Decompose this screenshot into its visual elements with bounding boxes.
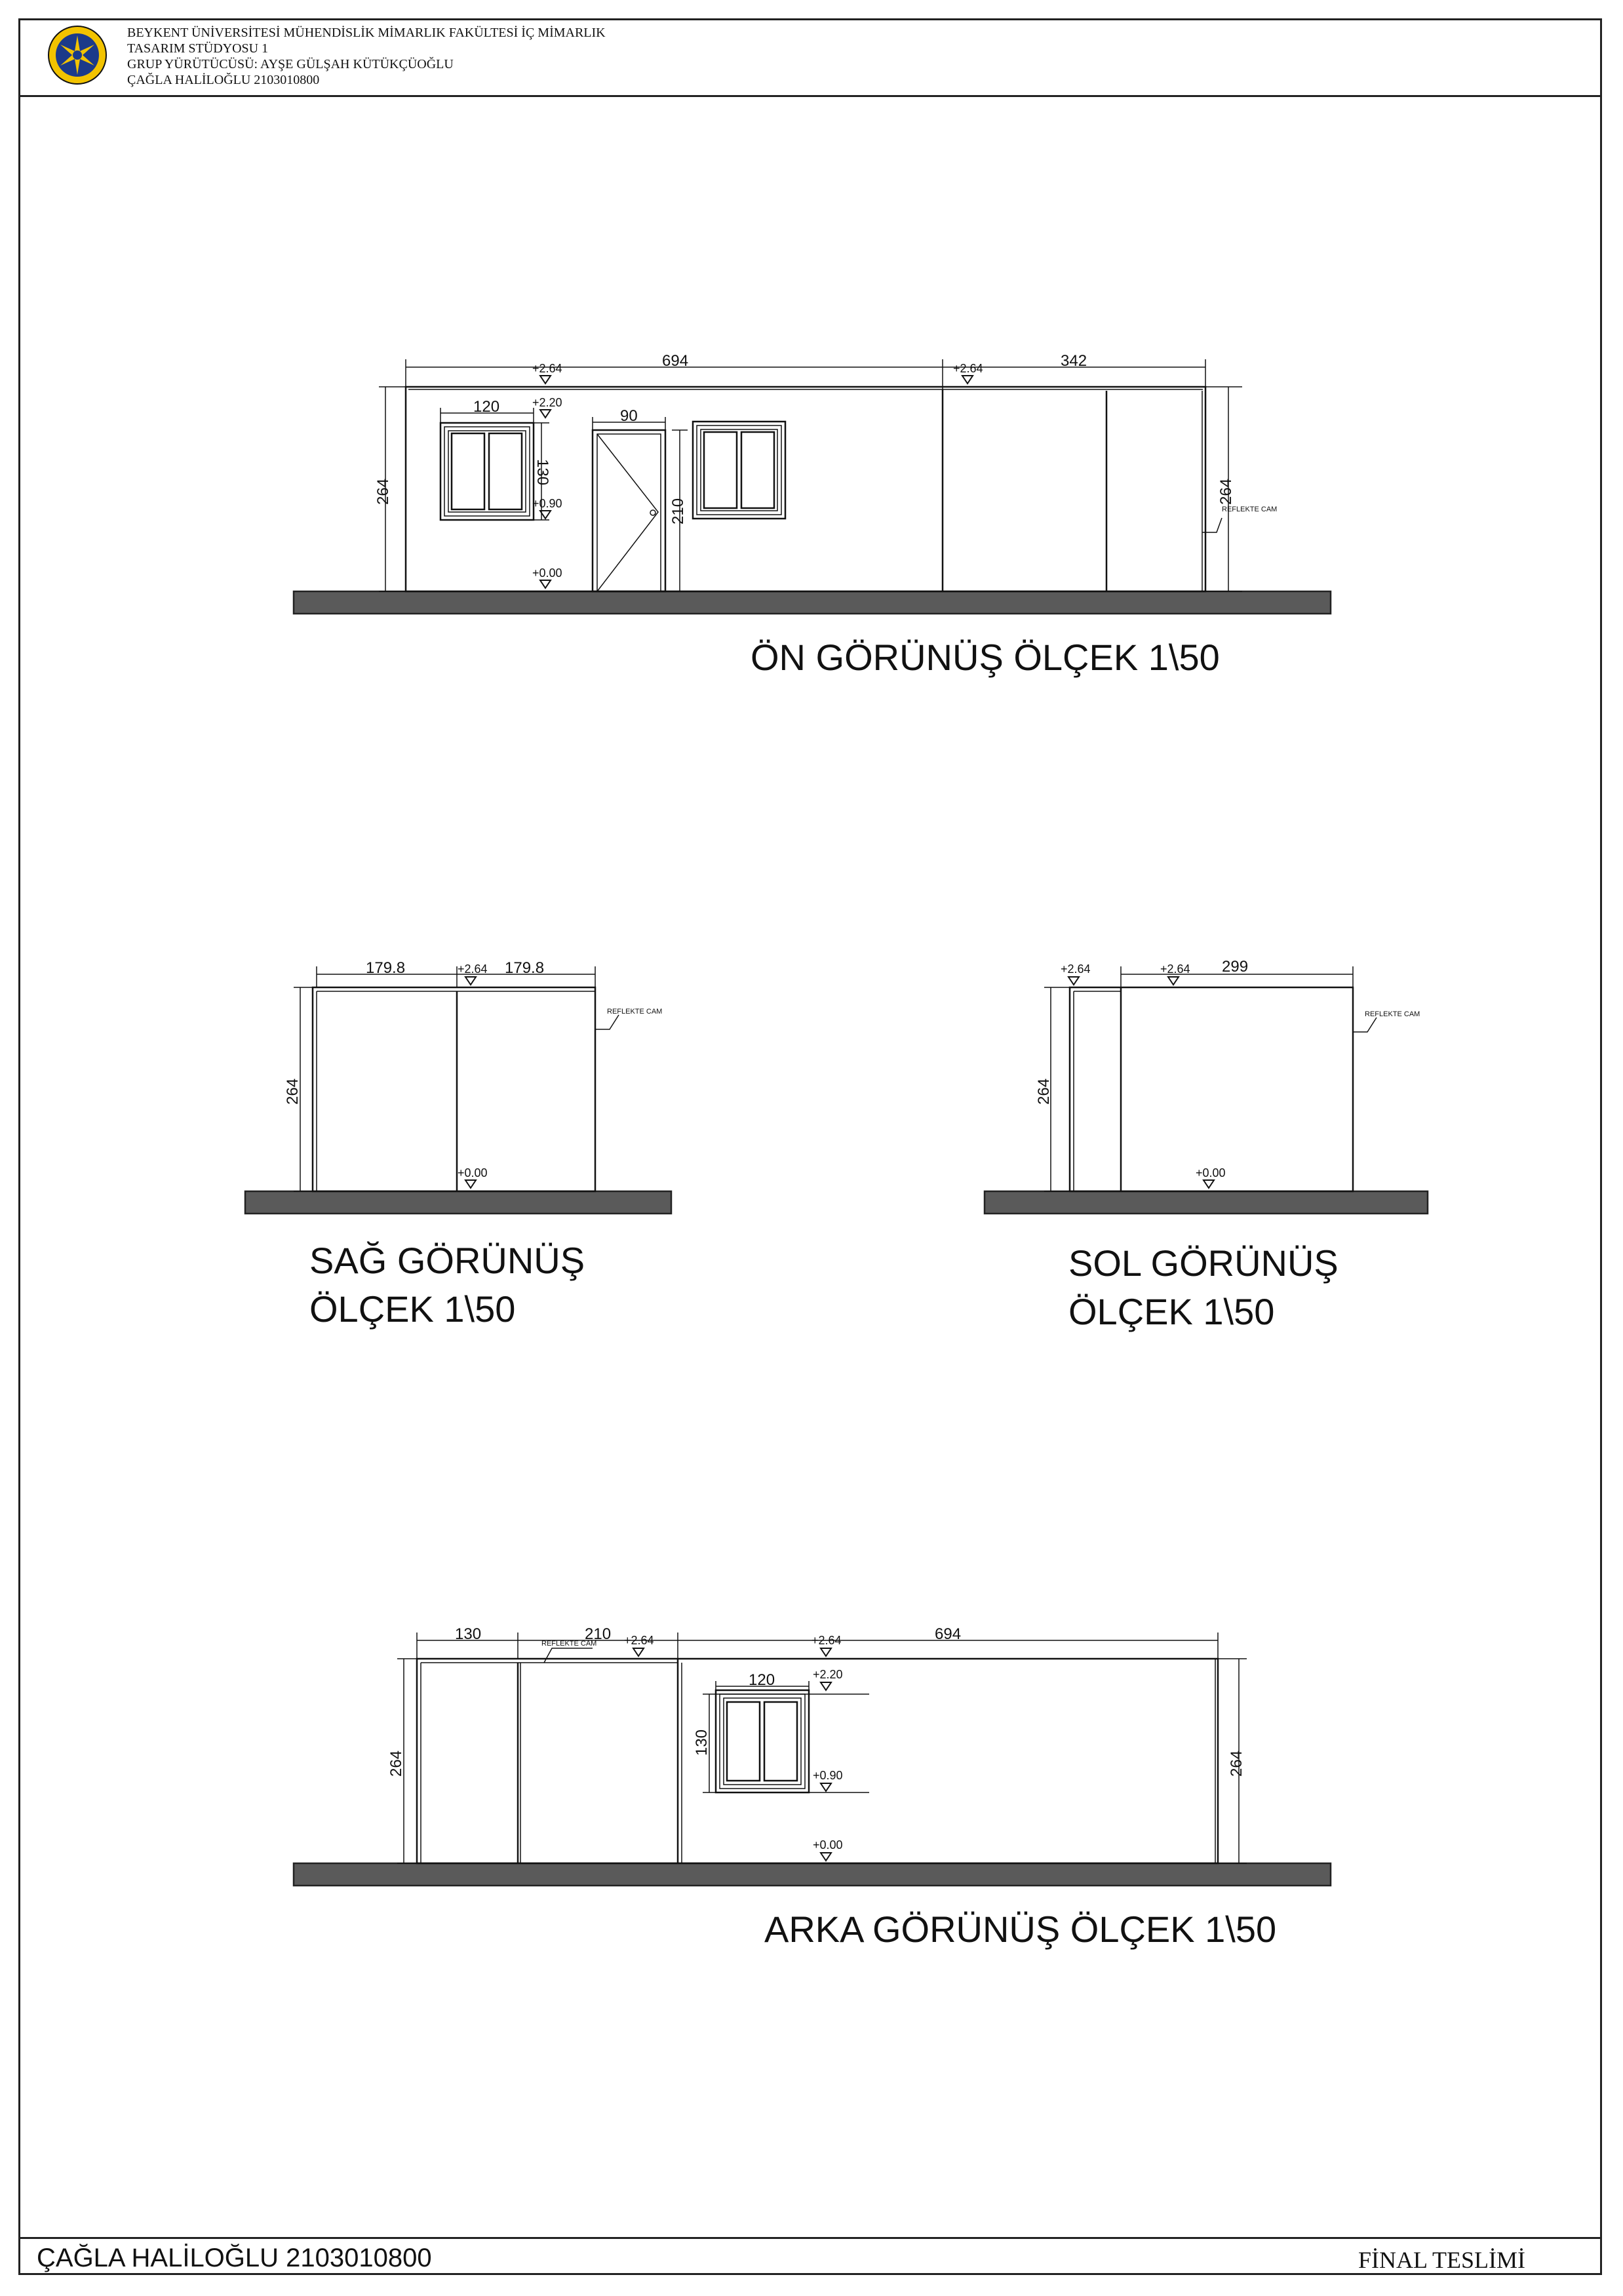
- rear-level-ground: +0.00: [813, 1838, 843, 1851]
- rear-level-sill-top: +2.20: [813, 1668, 843, 1681]
- rear-level-top-1: +2.64: [624, 1634, 654, 1647]
- header-course: TASARIM STÜDYOSU 1: [127, 41, 269, 56]
- front-dim-total: 694: [662, 352, 689, 370]
- right-dim-left: 179.8: [366, 959, 406, 977]
- rear-dim-total: 694: [935, 1625, 962, 1643]
- footer-submission-status: FİNAL TESLİMİ: [1358, 2247, 1525, 2273]
- front-dim-door-h: 210: [669, 498, 687, 525]
- front-dim-right: 342: [1061, 352, 1087, 370]
- front-note-glass: REFLEKTE CAM: [1222, 505, 1278, 513]
- left-level-top-1: +2.64: [1061, 962, 1091, 976]
- left-level-ground: +0.00: [1196, 1166, 1226, 1179]
- right-view-title-line-1: SAĞ GÖRÜNÜŞ: [309, 1240, 585, 1281]
- front-dim-height-left: 264: [374, 478, 392, 505]
- front-window-2: [693, 422, 785, 519]
- header-supervisor: GRUP YÜRÜTÜCÜSÜ: AYŞE GÜLŞAH KÜTÜKÇÜOĞLU: [127, 57, 454, 71]
- rear-dim-window-h: 130: [693, 1729, 711, 1756]
- right-level-top: +2.64: [458, 962, 488, 976]
- right-ground-slab: [245, 1191, 671, 1214]
- rear-view-title: ARKA GÖRÜNÜŞ ÖLÇEK 1\50: [764, 1909, 1277, 1950]
- left-level-top-2: +2.64: [1160, 962, 1190, 976]
- front-level-ground: +0.00: [532, 566, 562, 580]
- rear-elevation: [294, 1633, 1331, 1886]
- left-view-title-line-1: SOL GÖRÜNÜŞ: [1068, 1242, 1339, 1284]
- front-window-1: [440, 423, 534, 520]
- header-institution: BEYKENT ÜNİVERSİTESİ MÜHENDİSLİK MİMARLIK FAKÜLTESİ İÇ MİMARLIK: [127, 26, 606, 40]
- right-labels: [284, 959, 662, 1330]
- left-labels: [1035, 958, 1420, 1332]
- right-dim-right: 179.8: [505, 959, 545, 977]
- rear-ground-slab: [294, 1863, 1331, 1886]
- footer-student-name: ÇAĞLA HALİLOĞLU 2103010800: [37, 2244, 432, 2272]
- left-note-glass: REFLEKTE CAM: [1365, 1010, 1420, 1018]
- rear-dim-left: 130: [455, 1625, 482, 1643]
- right-dim-height: 264: [284, 1078, 302, 1105]
- front-door: [593, 430, 665, 591]
- rear-level-top-2: +2.64: [812, 1634, 842, 1647]
- rear-dim-window: 120: [749, 1671, 775, 1689]
- front-level-top-right: +2.64: [953, 362, 983, 375]
- right-view-title-line-2: ÖLÇEK 1\50: [309, 1288, 516, 1330]
- front-ground-slab: [294, 591, 1331, 614]
- front-level-sill-top: +2.20: [532, 396, 562, 409]
- right-wall-outline: [313, 987, 595, 1191]
- header-student: ÇAĞLA HALİLOĞLU 2103010800: [127, 73, 320, 87]
- right-note-glass: REFLEKTE CAM: [607, 1008, 663, 1016]
- rear-note-glass: REFLEKTE CAM: [541, 1640, 597, 1648]
- rear-dim-height-right: 264: [1228, 1750, 1245, 1777]
- rear-level-sill-bottom: +0.90: [813, 1769, 843, 1782]
- front-elevation: [294, 359, 1331, 614]
- left-wall-outline: [1070, 987, 1353, 1191]
- front-dim-window: 120: [473, 398, 500, 416]
- front-dim-window-h: 130: [534, 459, 551, 486]
- right-level-ground: +0.00: [458, 1166, 488, 1179]
- rear-wall-outline: [417, 1659, 1218, 1863]
- front-view-title: ÖN GÖRÜNÜŞ ÖLÇEK 1\50: [751, 637, 1220, 678]
- rear-window: [716, 1690, 809, 1792]
- left-ground-slab: [985, 1191, 1428, 1214]
- left-view-title-line-2: ÖLÇEK 1\50: [1068, 1291, 1275, 1332]
- front-level-top: +2.64: [532, 362, 562, 375]
- rear-dim-height-left: 264: [387, 1750, 405, 1777]
- rear-dim-mid: 210: [585, 1625, 612, 1643]
- front-level-sill-bottom: +0.90: [532, 497, 562, 510]
- front-dim-height-right: 264: [1217, 478, 1235, 505]
- left-dim-height: 264: [1035, 1078, 1053, 1105]
- front-dim-door: 90: [620, 407, 638, 425]
- left-dim-width: 299: [1222, 958, 1249, 976]
- front-labels: [374, 352, 1277, 678]
